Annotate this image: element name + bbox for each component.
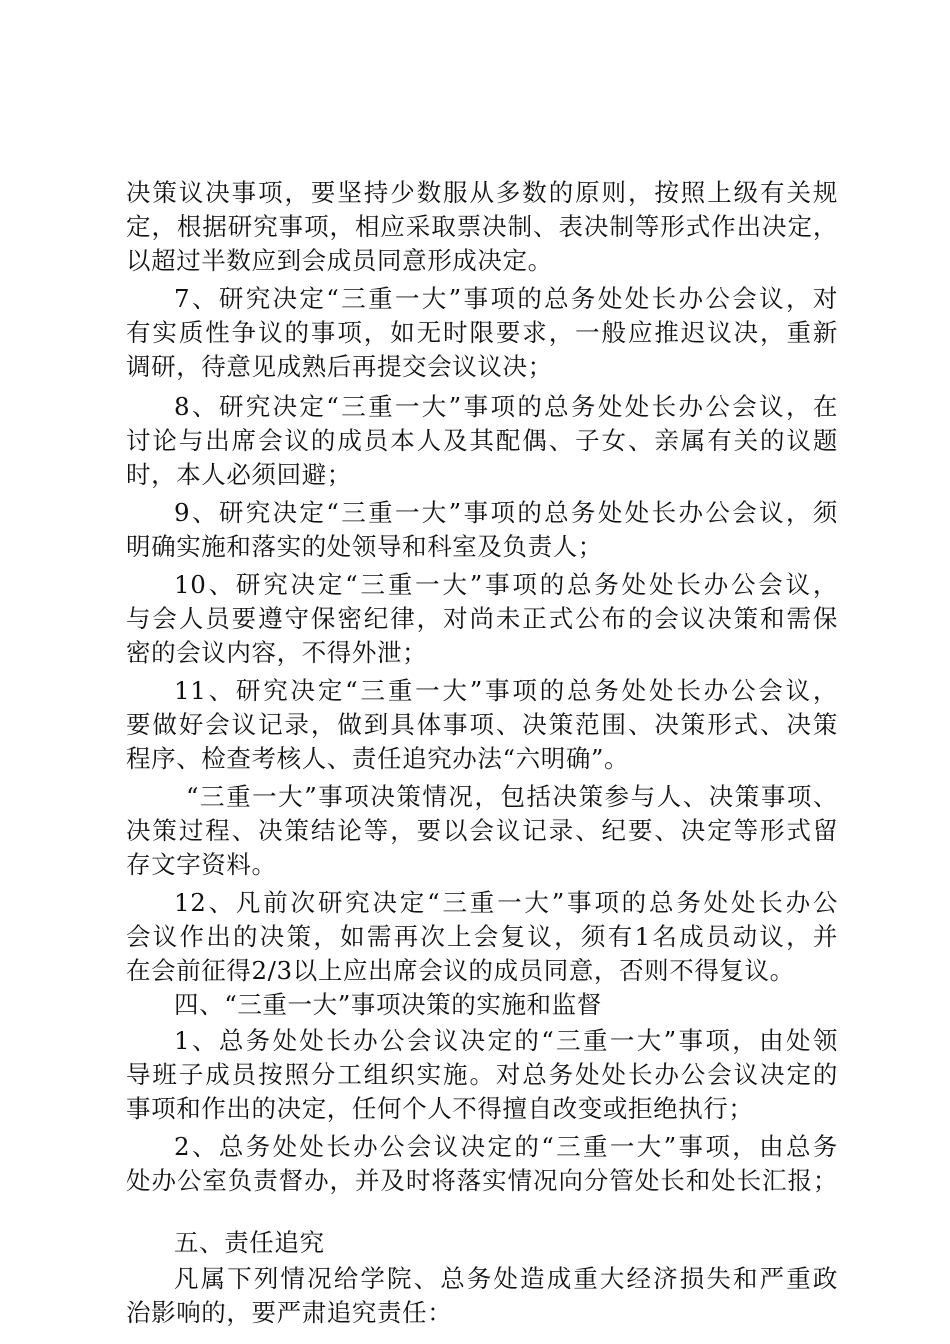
text-line: 10、研究决定“三重一大”事项的总务处处长办公会议， <box>174 570 838 599</box>
text-line: 事项和作出的决定，任何个人不得擅自改变或拒绝执行； <box>126 1094 754 1123</box>
text-line: 时，本人必须回避； <box>126 460 352 489</box>
text-line: 定，根据研究事项，相应采取票决制、表决制等形式作出决定， <box>126 212 838 241</box>
text-line: 导班子成员按照分工组织实施。对总务处处长办公会议决定的 <box>126 1060 838 1089</box>
text-line: 会议作出的决策，如需再次上会复议，须有1名成员动议，并 <box>126 922 838 951</box>
text-line: 9、研究决定“三重一大”事项的总务处处长办公会议，须 <box>174 498 838 527</box>
text-line: 决策过程、决策结论等，要以会议记录、纪要、决定等形式留 <box>126 816 838 845</box>
text-line: 凡属下列情况给学院、总务处造成重大经济损失和严重政 <box>174 1264 838 1293</box>
text-line: 以超过半数应到会成员同意形成决定。 <box>126 246 553 275</box>
text-line: 与会人员要遵守保密纪律，对尚未正式公布的会议决策和需保 <box>126 604 838 633</box>
text-line: 讨论与出席会议的成员本人及其配偶、子女、亲属有关的议题 <box>126 426 838 455</box>
text-line: 决策议决事项，要坚持少数服从多数的原则，按照上级有关规 <box>126 178 838 207</box>
text-line: 7、研究决定“三重一大”事项的总务处处长办公会议，对 <box>174 284 838 313</box>
text-line: 要做好会议记录，做到具体事项、决策范围、决策形式、决策 <box>126 710 838 739</box>
text-line: 2、总务处处长办公会议决定的“三重一大”事项，由总务 <box>174 1132 838 1161</box>
text-line: 程序、检查考核人、责任追究办法“六明确”。 <box>126 744 630 773</box>
text-line: 治影响的，要严肃追究责任： <box>126 1298 453 1327</box>
section-heading: 四、“三重一大”事项决策的实施和监督 <box>174 990 602 1019</box>
text-line: 12、凡前次研究决定“三重一大”事项的总务处处长办公 <box>174 888 838 917</box>
text-line: 11、研究决定“三重一大”事项的总务处处长办公会议， <box>174 676 838 705</box>
text-line: 密的会议内容，不得外泄； <box>126 638 428 667</box>
text-line: 有实质性争议的事项，如无时限要求，一般应推迟议决，重新 <box>126 318 838 347</box>
text-line: 明确实施和落实的处领导和科室及负责人； <box>126 532 603 561</box>
text-line: 1、总务处处长办公会议决定的“三重一大”事项，由处领 <box>174 1026 838 1055</box>
text-line: 在会前征得2/3以上应出席会议的成员同意，否则不得复议。 <box>126 956 795 985</box>
text-line: “三重一大”事项决策情况，包括决策参与人、决策事项、 <box>186 782 838 811</box>
text-line: 调研，待意见成熟后再提交会议议决； <box>126 352 553 381</box>
section-heading: 五、责任追究 <box>174 1228 325 1257</box>
text-line: 8、研究决定“三重一大”事项的总务处处长办公会议，在 <box>174 392 838 421</box>
text-line: 处办公室负责督办，并及时将落实情况向分管处长和处长汇报； <box>126 1166 838 1195</box>
text-line: 存文字资料。 <box>126 850 277 879</box>
